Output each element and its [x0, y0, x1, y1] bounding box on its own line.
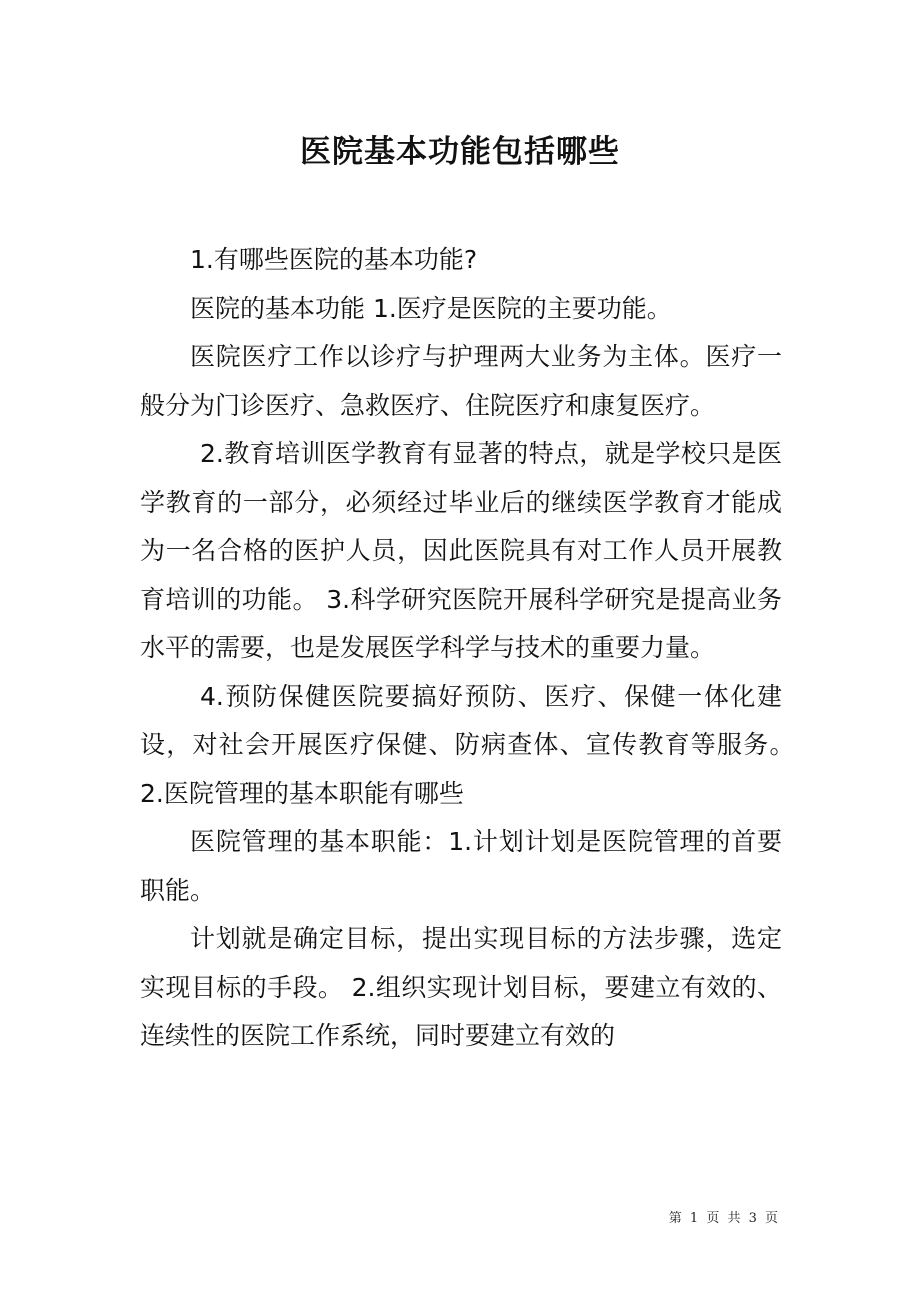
- paragraph-7: 计划就是确定目标，提出实现目标的方法步骤，选定实现目标的手段。 2.组织实现计划目标，要建立有效的、连续性的医院工作系统，同时要建立有效的: [140, 924, 782, 1050]
- paragraph-6: 医院管理的基本职能：1.计划计划是医院管理的首要职能。: [140, 827, 782, 905]
- document-body: [140, 236, 833, 1061]
- paragraph-1: 1.有哪些医院的基本功能?: [190, 245, 478, 274]
- paragraph-3: 医院医疗工作以诊疗与护理两大业务为主体。医疗一般分为门诊医疗、急救医疗、住院医疗和康复医疗。: [140, 342, 782, 420]
- page-number-footer: 第 1 页 共 3 页: [668, 1211, 780, 1226]
- paragraph-5: 4.预防保健医院要搞好预防、医疗、保健一体化建设，对社会开展医疗保健、防病查体、宣传教育等服务。 2.医院管理的基本职能有哪些: [140, 681, 833, 808]
- paragraph-4: 2.教育培训医学教育有显著的特点，就是学校只是医学教育的一部分，必须经过毕业后的继续医学教育才能成为一名合格的医护人员，因此医院具有对工作人员开展教育培训的功能。 3.科学研究医院开展科学研究是提高业务水平的需要，也是发展医学科学与技术的重要力量。: [140, 439, 782, 662]
- paragraph-2: 医院的基本功能 1.医疗是医院的主要功能。: [190, 293, 672, 323]
- document-title: 医院基本功能包括哪些: [300, 134, 620, 170]
